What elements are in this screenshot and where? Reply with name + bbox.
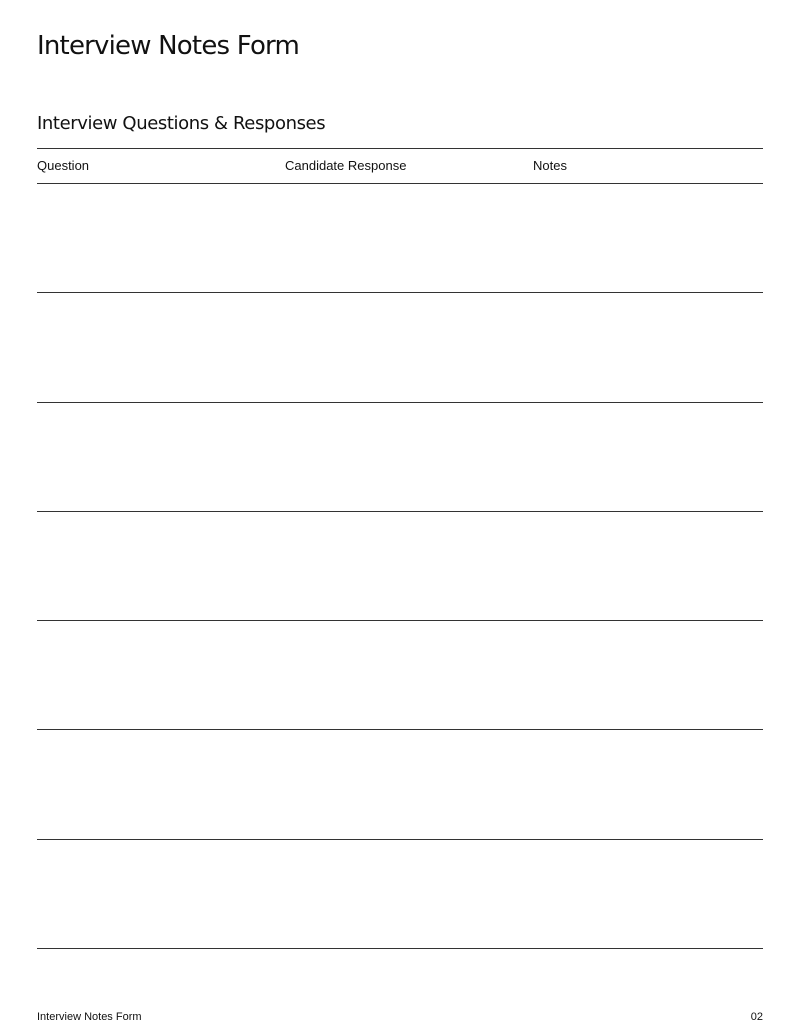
- candidate-response-cell[interactable]: [285, 730, 533, 838]
- table-row: [37, 184, 763, 293]
- notes-cell[interactable]: [533, 621, 763, 729]
- question-cell[interactable]: [37, 840, 285, 948]
- question-cell[interactable]: [37, 730, 285, 838]
- notes-cell[interactable]: [533, 840, 763, 948]
- question-cell[interactable]: [37, 293, 285, 401]
- notes-cell[interactable]: [533, 730, 763, 838]
- notes-cell[interactable]: [533, 184, 763, 292]
- candidate-response-cell[interactable]: [285, 403, 533, 511]
- table-header-row: [37, 149, 763, 184]
- notes-cell[interactable]: [533, 512, 763, 620]
- candidate-response-cell[interactable]: [285, 512, 533, 620]
- table-row: [37, 293, 763, 402]
- table-row: [37, 840, 763, 949]
- table-row: [37, 730, 763, 839]
- question-cell[interactable]: [37, 184, 285, 292]
- candidate-response-cell[interactable]: [285, 840, 533, 948]
- question-cell[interactable]: [37, 403, 285, 511]
- column-header-candidate-response: Candidate Response: [285, 158, 407, 173]
- column-header-question: Question: [37, 158, 90, 173]
- table-row: [37, 403, 763, 512]
- table-body: [37, 184, 763, 949]
- responses-table: [37, 148, 763, 949]
- page-title: Interview Notes Form: [37, 31, 300, 61]
- footer-page-number: 02: [750, 1011, 763, 1023]
- notes-cell[interactable]: [533, 403, 763, 511]
- table-row: [37, 621, 763, 730]
- table-row: [37, 512, 763, 621]
- candidate-response-cell[interactable]: [285, 621, 533, 729]
- column-header-notes: Notes: [533, 158, 567, 173]
- candidate-response-cell[interactable]: [285, 293, 533, 401]
- question-cell[interactable]: [37, 621, 285, 729]
- candidate-response-cell[interactable]: [285, 184, 533, 292]
- footer-document-name: Interview Notes Form: [37, 1011, 142, 1023]
- question-cell[interactable]: [37, 512, 285, 620]
- notes-cell[interactable]: [533, 293, 763, 401]
- section-title: Interview Questions & Responses: [37, 113, 326, 134]
